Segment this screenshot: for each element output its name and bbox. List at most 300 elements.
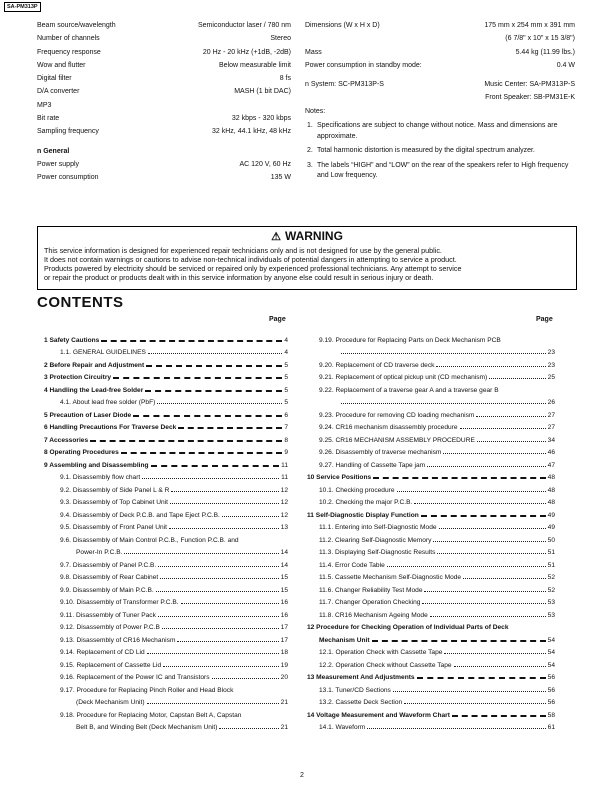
toc-leader (171, 491, 278, 492)
toc-entry-title[interactable]: 11.6. Changer Reliability Test Mode (319, 586, 423, 594)
toc-entry-title[interactable]: Mechanism Unit (319, 636, 370, 644)
toc-entry-title[interactable]: 9.12. Disassembly of Power P.C.B (60, 624, 160, 631)
toc-entry-page[interactable]: 19 (280, 661, 288, 669)
toc-entry-title[interactable]: Belt B, and Winding Belt (Deck Mechanism Unit) (76, 724, 218, 731)
toc-entry-title[interactable]: 9.25. CR16 MECHANISM ASSEMBLY PROCEDURE (319, 436, 475, 444)
toc-leader (341, 353, 546, 354)
toc-entry[interactable] (307, 606, 555, 619)
toc-leader (219, 728, 278, 729)
warning-line: This service information is designed for experienced repair technicians only and is not designed for use by the general public. (44, 246, 442, 255)
toc-entry-page[interactable]: 17 (280, 636, 288, 644)
toc-left-column (44, 331, 288, 731)
toc-entry-title[interactable]: 9.20. Replacement of CD traverse deck (319, 361, 435, 369)
toc-leader (443, 453, 545, 454)
toc-leader (90, 440, 282, 442)
spec-row (37, 115, 291, 128)
toc-entry[interactable] (44, 631, 288, 644)
toc-entry[interactable] (44, 481, 288, 494)
toc-leader (133, 415, 282, 417)
spec-row (37, 49, 291, 62)
toc-entry-title[interactable]: 9.15. Replacement of Cassette Lid (60, 661, 162, 669)
toc-leader (476, 416, 545, 417)
toc-leader (157, 403, 282, 404)
note-text: Total harmonic distortion is measured by the digital spectrum analyzer. (317, 147, 535, 155)
toc-entry-page[interactable]: 5 (284, 361, 288, 369)
notes-list (305, 121, 575, 182)
notes-label: Notes: (305, 107, 326, 115)
toc-entry-title[interactable]: 1.1. GENERAL GUIDELINES (60, 349, 146, 356)
toc-entry-title[interactable]: 11.3. Displaying Self-Diagnostic Results (319, 549, 436, 556)
toc-leader (158, 566, 278, 567)
toc-entry[interactable] (307, 594, 555, 607)
toc-entry-title[interactable]: 9.4. Disassembly of Deck P.C.B. and Tape Eject P.C.B. (60, 511, 220, 519)
toc-entry[interactable] (307, 356, 555, 369)
toc-leader (113, 377, 282, 379)
toc-entry-title[interactable]: 9.10. Disassembly of Transformer P.C.B. (60, 599, 179, 606)
toc-entry-title[interactable]: 5 Precaution of Laser Diode (44, 411, 132, 419)
toc-entry-page[interactable]: 47 (547, 461, 555, 469)
toc-leader (101, 340, 282, 342)
spec-row (37, 22, 291, 35)
toc-entry-title[interactable]: 12 Procedure for Checking Operation of Individual Parts of Deck (307, 624, 509, 631)
toc-entry-title[interactable]: 2 Before Repair and Adjustment (44, 361, 145, 369)
toc-entry-page[interactable]: 54 (547, 661, 555, 669)
toc-entry-page[interactable]: 25 (547, 374, 555, 381)
note-text: Specifications are subject to change without notice. Mass and dimensions are approximate. (317, 122, 558, 140)
toc-entry[interactable] (44, 444, 288, 457)
toc-leader (397, 491, 546, 492)
toc-leader (169, 528, 279, 529)
note-number: 3. (307, 161, 313, 169)
toc-entry[interactable] (307, 694, 555, 707)
toc-entry-page[interactable]: 20 (280, 674, 288, 681)
toc-entry-page[interactable]: 9 (284, 449, 288, 456)
toc-entry-page[interactable]: 34 (547, 436, 555, 444)
toc-entry-page[interactable]: 48 (547, 486, 555, 494)
toc-entry[interactable] (44, 644, 288, 657)
toc-entry-title[interactable]: 9.23. Procedure for removing CD loading mechanism (319, 411, 475, 419)
toc-entry[interactable] (307, 581, 555, 594)
toc-leader (177, 641, 278, 642)
toc-leader (460, 428, 546, 429)
toc-entry-title[interactable]: 9.2. Disassembly of Side Panel L & R (60, 486, 170, 494)
toc-entry-page[interactable]: 56 (547, 699, 555, 706)
toc-leader (424, 591, 545, 592)
spec-row (37, 62, 291, 75)
toc-entry-page[interactable]: 21 (280, 724, 288, 731)
toc-entry[interactable] (307, 719, 555, 732)
note-number: 2. (307, 147, 313, 155)
toc-leader (387, 566, 546, 567)
spec-value: MASH (1 bit DAC) (234, 88, 291, 96)
toc-entry[interactable] (307, 531, 555, 544)
toc-entry[interactable] (307, 556, 555, 569)
toc-entry-page[interactable]: 13 (280, 524, 288, 531)
toc-entry-title[interactable]: 9.16. Replacement of the Power IC and Transistors (60, 674, 210, 681)
toc-leader (427, 466, 545, 467)
toc-entry-title[interactable]: 9.19. Procedure for Replacing Parts on Deck Mechanism PCB (319, 336, 501, 344)
toc-entry-page[interactable]: 4 (284, 349, 288, 356)
toc-leader (178, 427, 282, 429)
toc-entry-title[interactable]: 12.2. Operation Check without Cassette Tape (319, 661, 452, 669)
toc-leader (212, 678, 279, 679)
toc-entry[interactable] (307, 444, 555, 457)
toc-entry-title[interactable]: 9.3. Disassembly of Top Cabinet Unit (60, 499, 168, 506)
toc-entry-title[interactable]: 11.4. Error Code Table (319, 561, 385, 569)
toc-entry[interactable] (44, 381, 288, 394)
page-number: 2 (300, 772, 304, 779)
toc-entry[interactable] (44, 469, 288, 482)
note-item (305, 161, 575, 182)
toc-leader (437, 553, 545, 554)
warning-title: ⚠ WARNING (271, 229, 343, 243)
spec-row (37, 174, 291, 187)
toc-leader (373, 477, 546, 479)
toc-leader (433, 541, 545, 542)
toc-entry[interactable] (44, 331, 288, 344)
toc-entry-title[interactable]: 13.1. Tuner/CD Sections (319, 686, 391, 694)
toc-entry[interactable] (44, 406, 288, 419)
note-text: The labels “HIGH” and “LOW” on the rear of the speakers refer to High frequency and Low frequency. (317, 161, 569, 180)
toc-entry[interactable] (44, 394, 288, 407)
toc-entry-title[interactable]: 14 Voltage Measurement and Waveform Chart (307, 711, 450, 719)
toc-entry[interactable] (44, 681, 288, 694)
toc-entry[interactable] (307, 344, 555, 357)
toc-leader (393, 691, 546, 692)
toc-entry[interactable] (44, 356, 288, 369)
toc-entry-title[interactable]: Power-In P.C.B. (76, 549, 123, 556)
toc-entry-title[interactable]: 4.1. About lead free solder (PbF) (60, 399, 156, 406)
spec-row (37, 102, 291, 115)
model-tag: SA-PM313P (4, 2, 41, 12)
toc-leader (162, 628, 279, 629)
toc-entry[interactable] (44, 456, 288, 469)
toc-entry[interactable] (307, 406, 555, 419)
speaker-row: Front Speaker: SB-PM31E-K (485, 94, 575, 102)
spec-label: MP3 (37, 101, 52, 109)
toc-entry[interactable] (307, 506, 555, 519)
toc-entry[interactable] (44, 669, 288, 682)
toc-entry-page[interactable]: 11 (281, 474, 288, 481)
toc-entry-title[interactable]: 13.2. Cassette Deck Section (319, 699, 403, 706)
toc-entry-page[interactable]: 23 (547, 349, 555, 356)
spec-value: 135 W (270, 174, 291, 182)
note-number: 1. (307, 122, 313, 130)
toc-entry-page[interactable]: 5 (284, 399, 288, 406)
toc-leader (151, 465, 280, 467)
toc-entry-page[interactable]: 14 (280, 561, 288, 569)
toc-entry[interactable] (307, 656, 555, 669)
toc-entry[interactable] (44, 431, 288, 444)
toc-leader (404, 703, 545, 704)
toc-leader (463, 578, 546, 579)
toc-entry-title[interactable]: 13 Measurement And Adjustments (307, 674, 415, 681)
toc-leader (421, 515, 546, 517)
spec-row (37, 75, 291, 88)
toc-entry-title[interactable]: 7 Accessories (44, 436, 89, 444)
toc-entry[interactable] (44, 419, 288, 432)
toc-entry-page[interactable]: 27 (547, 424, 555, 431)
toc-entry-page[interactable]: 52 (547, 586, 555, 594)
toc-entry-page[interactable]: 16 (280, 611, 288, 619)
toc-entry[interactable] (44, 719, 288, 732)
dimensions-inch-row: (6 7/8" x 10" x 15 3/8") (505, 35, 575, 43)
toc-entry[interactable] (307, 519, 555, 532)
toc-leader (341, 403, 546, 404)
toc-entry-title[interactable]: 9.6. Disassembly of Main Control P.C.B., Function P.C.B. and (60, 536, 239, 544)
toc-leader (489, 378, 545, 379)
toc-entry-title[interactable]: 8 Operating Procedures (44, 449, 119, 456)
toc-entry[interactable] (44, 581, 288, 594)
toc-entry-page[interactable]: 54 (547, 636, 555, 644)
toc-leader (121, 452, 283, 454)
toc-entry-title[interactable]: 11.2. Clearing Self-Diagnostic Memory (319, 536, 432, 544)
toc-leader (372, 640, 546, 642)
toc-entry-page[interactable]: 17 (280, 624, 288, 631)
note-item (305, 121, 575, 142)
toc-entry-page[interactable]: 4 (284, 336, 288, 344)
dimensions-row: Dimensions (W x H x D) 175 mm x 254 mm x 391 mm (305, 22, 575, 29)
toc-entry-page[interactable]: 21 (280, 699, 288, 706)
spec-row (37, 128, 291, 141)
toc-entry-page[interactable]: 56 (547, 686, 555, 694)
toc-entry-title[interactable]: 11.5. Cassette Mechanism Self-Diagnostic Mode (319, 574, 462, 581)
toc-entry-page[interactable]: 16 (280, 599, 288, 606)
toc-entry-title[interactable]: (Deck Mechanism Unit) (76, 699, 145, 706)
toc-entry[interactable] (44, 594, 288, 607)
toc-entry-page[interactable]: 5 (284, 374, 288, 381)
toc-entry[interactable] (44, 656, 288, 669)
toc-leader (170, 503, 279, 504)
toc-entry-page[interactable]: 27 (547, 411, 555, 419)
toc-entry-page[interactable]: 52 (547, 574, 555, 581)
toc-right-column (307, 331, 555, 731)
toc-leader (160, 578, 278, 579)
toc-entry-title[interactable]: 9.14. Replacement of CD Lid (60, 649, 145, 656)
spec-label: Sampling frequency (37, 128, 99, 136)
toc-entry-title[interactable]: 9 Assembling and Disassembling (44, 461, 149, 469)
toc-entry-page[interactable]: 49 (547, 524, 555, 531)
toc-entry-title[interactable]: 6 Handling Precautions For Traverse Deck (44, 424, 177, 431)
toc-entry[interactable] (307, 544, 555, 557)
toc-entry[interactable] (307, 419, 555, 432)
toc-entry-title[interactable]: 9.17. Procedure for Replacing Pinch Roller and Head Block (60, 686, 234, 694)
spec-value: Semiconductor laser / 780 nm (198, 22, 291, 29)
toc-entry-title[interactable]: 11.1. Entering into Self-Diagnostic Mode (319, 524, 437, 531)
toc-entry[interactable] (307, 394, 555, 407)
toc-entry-title[interactable]: 14.1. Waveform (319, 724, 366, 731)
toc-entry[interactable] (307, 431, 555, 444)
toc-leader (417, 677, 546, 679)
toc-leader (158, 616, 279, 617)
toc-entry[interactable] (44, 519, 288, 532)
toc-entry[interactable] (307, 631, 555, 644)
toc-entry-title[interactable]: 10.2. Checking the major P.C.B. (319, 499, 413, 506)
toc-entry-page[interactable]: 15 (280, 574, 288, 581)
spec-label: Power supply (37, 160, 80, 168)
page-column-label-left: Page (269, 316, 286, 323)
toc-entry-page[interactable]: 49 (547, 511, 555, 519)
toc-entry[interactable] (44, 706, 288, 719)
toc-entry-page[interactable]: 8 (284, 436, 288, 444)
warning-box (37, 226, 577, 290)
toc-entry[interactable] (44, 569, 288, 582)
toc-leader (156, 591, 279, 592)
warning-line: Products powered by electricity should be serviced or repaired only by experienced professional technicians. Any attempt to service (44, 264, 462, 273)
toc-entry[interactable] (44, 556, 288, 569)
toc-entry-page[interactable]: 23 (547, 361, 555, 369)
toc-entry[interactable] (44, 619, 288, 632)
toc-entry[interactable] (44, 694, 288, 707)
toc-entry-page[interactable]: 6 (284, 411, 288, 419)
specs-left (37, 22, 291, 188)
contents-title: CONTENTS (37, 294, 124, 311)
toc-entry-page[interactable]: 48 (547, 499, 555, 506)
toc-entry-title[interactable]: 9.13. Disassembly of CR16 Mechanism (60, 636, 176, 644)
toc-entry[interactable] (307, 569, 555, 582)
toc-entry-title[interactable]: 4 Handling the Lead-free Solder (44, 386, 144, 394)
toc-entry-page[interactable]: 61 (547, 724, 555, 731)
spec-value: Stereo (270, 35, 291, 43)
toc-entry-title[interactable]: 9.22. Replacement of a traverse gear A and a traverse gear B (319, 386, 499, 394)
spec-label: Wow and flutter (37, 61, 86, 69)
spec-label: Power consumption (37, 174, 99, 182)
toc-entry-page[interactable]: 12 (280, 511, 288, 519)
spec-row (37, 35, 291, 48)
system-row: n System: SC-PM313P-S Music Center: SA-PM313P-S (305, 81, 575, 89)
toc-leader (142, 478, 279, 479)
spec-label: D/A converter (37, 88, 80, 96)
toc-entry-title[interactable]: 9.5. Disassembly of Front Panel Unit (60, 524, 168, 531)
spec-value: 32 kHz, 44.1 kHz, 48 kHz (212, 128, 291, 136)
toc-leader (163, 666, 278, 667)
toc-leader (222, 516, 279, 517)
toc-entry-title[interactable]: 9.9. Disassembly of Main P.C.B. (60, 586, 154, 594)
toc-leader (145, 390, 282, 392)
toc-entry[interactable] (307, 669, 555, 682)
toc-entry[interactable] (307, 381, 555, 394)
toc-entry-title[interactable]: 9.1. Disassembly flow chart (60, 474, 141, 481)
toc-entry[interactable] (307, 706, 555, 719)
toc-leader (454, 666, 546, 667)
spec-label: Frequency response (37, 48, 101, 56)
toc-entry-title[interactable]: 1 Safety Cautions (44, 336, 100, 344)
toc-entry-title[interactable]: 10.1. Checking procedure (319, 486, 395, 494)
toc-entry-title[interactable]: 9.8. Disassembly of Rear Cabinet (60, 574, 159, 581)
toc-entry-title[interactable]: 3 Protection Circuitry (44, 374, 112, 381)
toc-leader (148, 353, 282, 354)
toc-entry[interactable] (307, 469, 555, 482)
toc-entry-title[interactable]: 9.18. Procedure for Replacing Motor, Capstan Belt A, Capstan (60, 711, 242, 719)
toc-entry[interactable] (44, 494, 288, 507)
toc-entry-page[interactable]: 53 (547, 599, 555, 606)
warning-line: or repair the product or products dealt with in this service information by anyone else could result in serious injury or death. (44, 273, 434, 282)
toc-entry[interactable] (44, 506, 288, 519)
toc-entry-page[interactable]: 58 (547, 711, 555, 719)
toc-entry-page[interactable]: 53 (547, 611, 555, 619)
toc-entry-page[interactable]: 48 (547, 474, 555, 481)
toc-entry-page[interactable]: 26 (547, 399, 555, 406)
toc-entry-page[interactable]: 46 (547, 449, 555, 456)
toc-entry-title[interactable]: 9.7. Disassembly of Panel P.C.B. (60, 561, 157, 569)
toc-entry-title[interactable]: 9.21. Replacement of optical pickup unit (CD mechanism) (319, 374, 488, 381)
warning-triangle-icon: ⚠ (271, 231, 281, 243)
toc-leader (146, 365, 282, 367)
toc-entry-page[interactable]: 11 (281, 461, 288, 469)
toc-entry-title[interactable]: 9.26. Disassembly of traverse mechanism (319, 449, 442, 456)
toc-entry-title[interactable]: 9.24. CR16 mechanism disassembly procedure (319, 424, 458, 431)
toc-leader (367, 728, 545, 729)
toc-leader (124, 553, 278, 554)
toc-leader (147, 653, 279, 654)
toc-entry[interactable] (307, 331, 555, 344)
toc-entry[interactable] (307, 494, 555, 507)
toc-entry[interactable] (44, 344, 288, 357)
toc-entry-title[interactable]: 12.1. Operation Check with Cassette Tape (319, 649, 443, 656)
toc-entry-page[interactable]: 5 (284, 386, 288, 394)
toc-leader (436, 366, 545, 367)
toc-leader (439, 528, 546, 529)
page-column-label-right: Page (536, 316, 553, 323)
toc-leader (181, 603, 279, 604)
toc-entry-page[interactable]: 12 (280, 499, 288, 506)
general-heading: n General (37, 147, 70, 155)
toc-leader (452, 715, 546, 717)
spec-label: Bit rate (37, 115, 60, 123)
toc-entry-title[interactable]: 9.11. Disassembly of Tuner Pack (60, 611, 156, 619)
toc-entry-page[interactable]: 54 (547, 649, 555, 656)
toc-entry-title[interactable]: 11.7. Changer Operation Checking (319, 599, 421, 606)
toc-leader (147, 703, 279, 704)
toc-entry-page[interactable]: 18 (280, 649, 288, 656)
toc-entry[interactable] (44, 544, 288, 557)
spec-label: Beam source/wavelength (37, 22, 116, 29)
spec-value: 8 fs (279, 75, 291, 83)
toc-entry-title[interactable]: 11.8. CR16 Mechanism Ageing Mode (319, 611, 428, 619)
toc-entry-page[interactable]: 50 (547, 536, 555, 544)
toc-entry-page[interactable]: 12 (280, 486, 288, 494)
toc-entry-page[interactable]: 51 (547, 549, 555, 556)
toc-entry[interactable] (307, 681, 555, 694)
toc-entry-page[interactable]: 51 (547, 561, 555, 569)
toc-entry[interactable] (307, 369, 555, 382)
toc-entry[interactable] (307, 481, 555, 494)
spec-row (37, 161, 291, 174)
toc-leader (430, 616, 546, 617)
toc-entry-page[interactable]: 7 (284, 424, 288, 431)
toc-entry-page[interactable]: 14 (280, 549, 288, 556)
toc-entry[interactable] (307, 456, 555, 469)
toc-leader (444, 653, 545, 654)
toc-leader (422, 603, 545, 604)
toc-entry-page[interactable]: 56 (547, 674, 555, 681)
toc-entry-title[interactable]: 9.27. Handling of Cassette Tape jam (319, 461, 426, 469)
spec-value: AC 120 V, 60 Hz (239, 160, 291, 168)
spec-value: 32 kbps - 320 kbps (231, 115, 291, 123)
toc-entry-page[interactable]: 15 (280, 586, 288, 594)
spec-label: Digital filter (37, 75, 72, 83)
toc-entry-title[interactable]: 11 Self-Diagnostic Display Function (307, 511, 419, 519)
toc-entry[interactable] (44, 369, 288, 382)
toc-entry[interactable] (44, 606, 288, 619)
toc-entry[interactable] (307, 619, 555, 632)
toc-entry-title[interactable]: 10 Service Positions (307, 474, 372, 481)
note-item (305, 146, 575, 157)
toc-entry[interactable] (44, 531, 288, 544)
spec-label: Number of channels (37, 35, 100, 43)
toc-entry[interactable] (307, 644, 555, 657)
standby-row: Power consumption in standby mode: 0.4 W (305, 61, 575, 69)
